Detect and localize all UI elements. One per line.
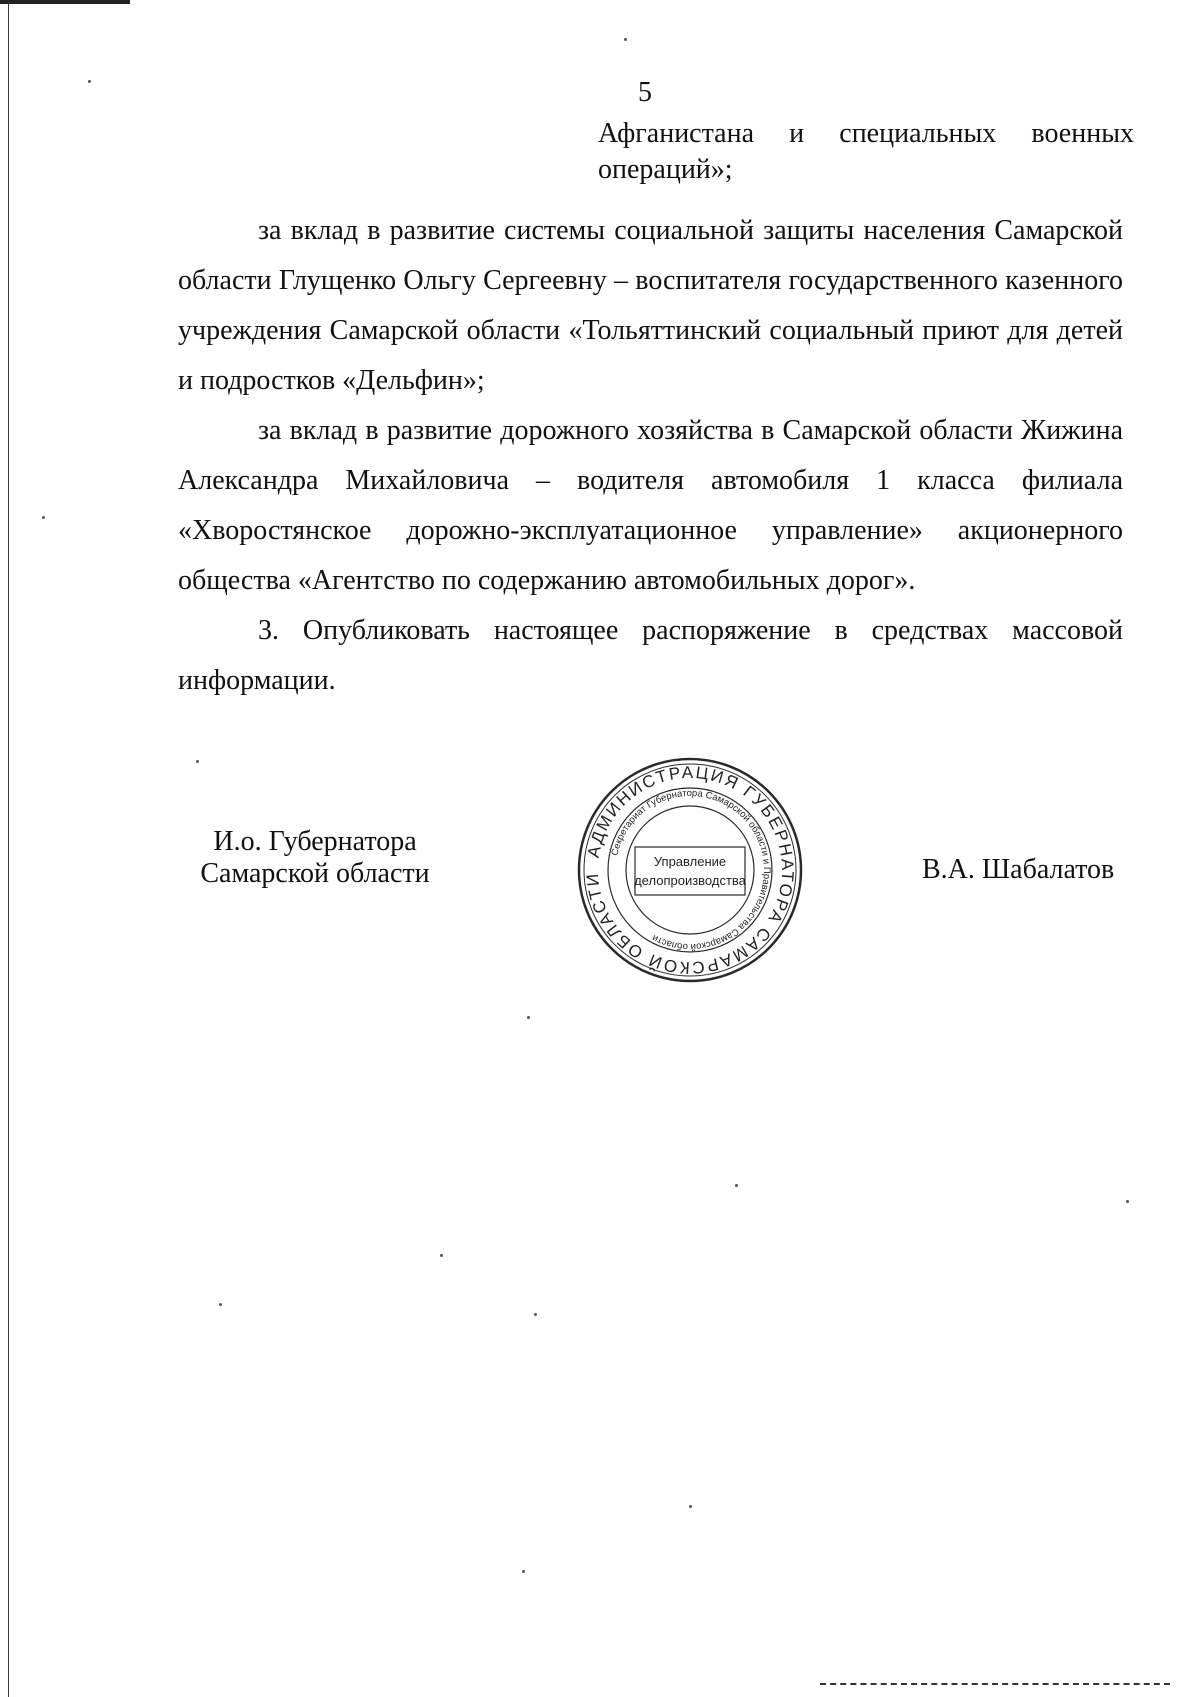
scan-speck <box>88 80 91 83</box>
signatory-position-line2: Самарской области <box>200 858 430 889</box>
signatory-name: В.А. Шабалатов <box>922 854 1115 885</box>
scan-speck <box>534 1313 537 1316</box>
scan-speck <box>219 1303 222 1306</box>
body-paragraphs <box>178 206 1123 706</box>
scan-edge-left <box>8 0 9 1697</box>
seal-outer-text: АДМИНИСТРАЦИЯ ГУБЕРНАТОРА САМАРСКОЙ ОБЛАСТИ <box>582 762 798 978</box>
seal-center-line1: Управление <box>653 854 727 869</box>
scan-edge-top <box>0 0 130 4</box>
scan-speck <box>42 516 45 519</box>
paragraph-publish: 3. Опубликовать настоящее распоряжение в средствах массовой информации. <box>178 615 1123 696</box>
scan-speck <box>624 38 627 41</box>
scan-speck <box>735 1184 738 1187</box>
paragraph-social-protection: за вклад в развитие системы социальной защиты населения Самарской области Глущенко Ольгу Сергеевну – воспитателя государственного казенного учреждения Самарской области «Тольяттинский социальный приют для детей и подростков «Дельфин»; <box>178 215 1123 396</box>
continuation-text: Афганистана и специальных военных операций»; <box>598 118 1134 185</box>
seal-center-line2: делопроизводства <box>634 873 746 888</box>
scan-speck <box>196 760 199 763</box>
signatory-position-line1: И.о. Губернатора <box>213 826 417 857</box>
page-number: 5 <box>638 77 652 108</box>
scan-speck <box>1126 1200 1129 1203</box>
seal-inner-text: Секретариат Губернатора Самарской области и Правительства Самарской области <box>609 787 773 953</box>
scan-speck <box>522 1570 525 1573</box>
scan-edge-bottom <box>820 1683 1170 1685</box>
scan-speck <box>440 1254 443 1257</box>
scan-speck <box>527 1016 530 1019</box>
scan-speck <box>689 1505 692 1508</box>
signatory-position <box>180 826 450 890</box>
paragraph-road-economy: за вклад в развитие дорожного хозяйства в Самарской области Жижина Александра Михайловича – водителя автомобиля 1 класса филиала «Хворостянское дорожно-эксплуатационное управление» акционерного общества «Агентство по содержанию автомобильных дорог». <box>178 415 1123 596</box>
official-seal <box>575 755 805 985</box>
